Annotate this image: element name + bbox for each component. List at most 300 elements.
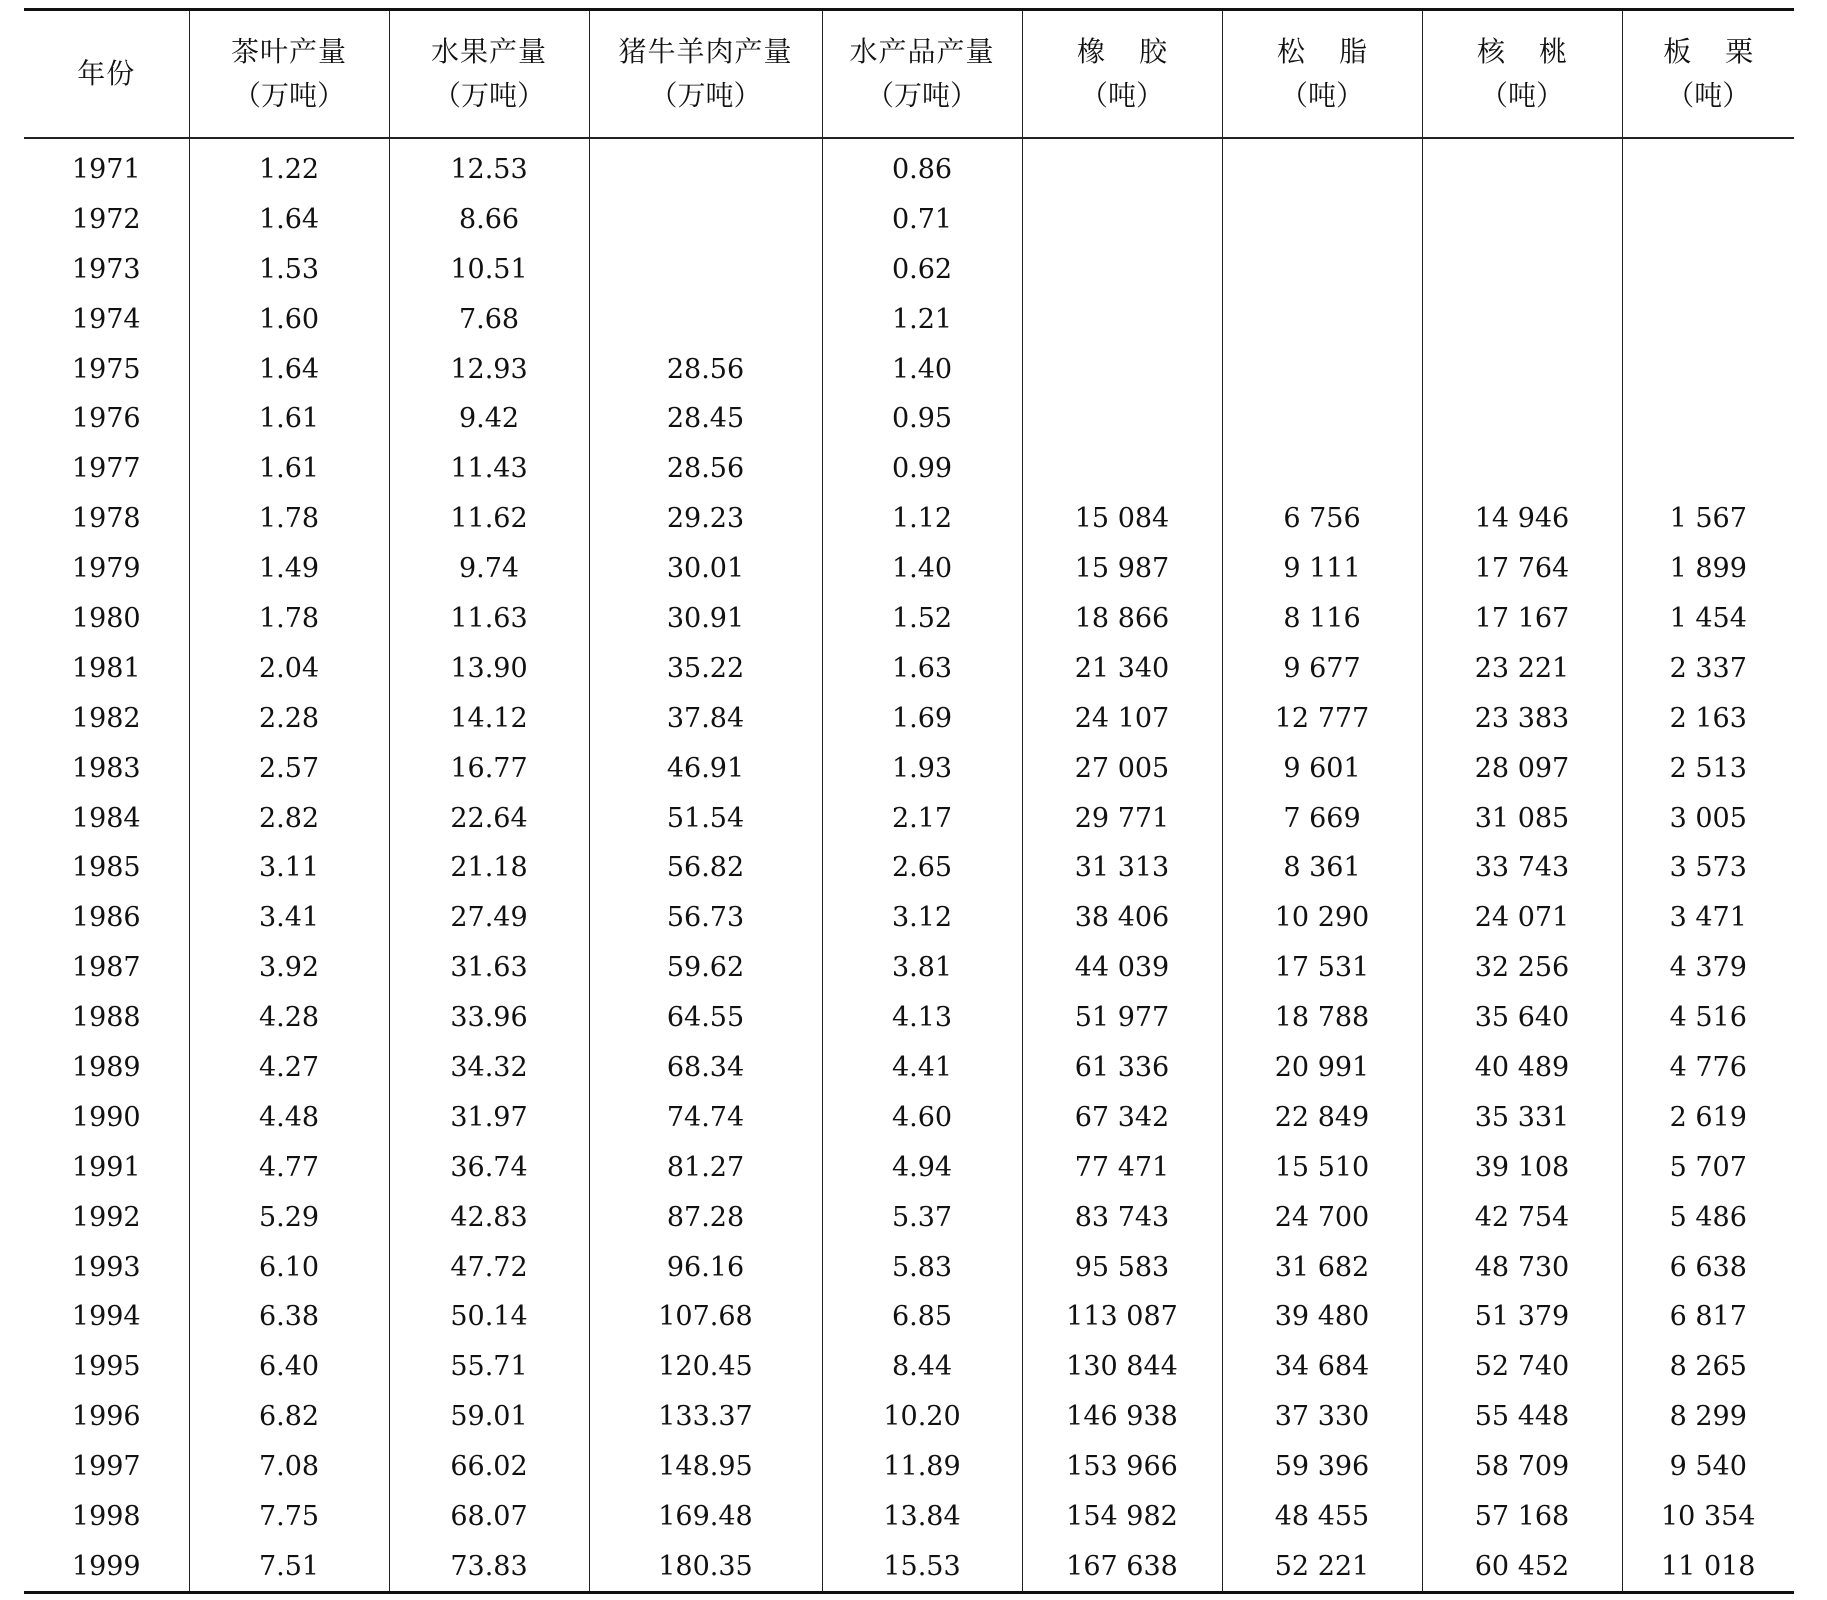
value-cell: 37.84: [589, 693, 822, 743]
value-cell: 10.20: [822, 1392, 1022, 1442]
value-cell: 1.21: [822, 294, 1022, 344]
value-cell: 20 991: [1222, 1043, 1422, 1093]
year-cell: 1976: [71, 403, 141, 435]
value-cell: 2 163: [1622, 693, 1794, 743]
value-cell: 4.13: [822, 993, 1022, 1043]
value-cell: [1622, 344, 1794, 394]
column-header: [389, 10, 589, 138]
production-table-container: [24, 8, 1794, 1594]
value-cell: 9 677: [1222, 643, 1422, 693]
year-cell: 1975: [71, 353, 141, 385]
value-cell: 1.61: [189, 394, 389, 444]
year-cell: 1981: [71, 652, 141, 684]
value-cell: 9 601: [1222, 743, 1422, 793]
value-cell: 1.63: [822, 643, 1022, 693]
column-header-unit: （吨）: [1279, 78, 1364, 112]
value-cell: 9.74: [389, 544, 589, 594]
table-row: [24, 544, 1794, 594]
value-cell: 2.65: [822, 843, 1022, 893]
table-row: [24, 394, 1794, 444]
value-cell: 8.44: [822, 1342, 1022, 1392]
year-cell: 1996: [71, 1401, 141, 1433]
value-cell: 1.22: [189, 138, 389, 195]
value-cell: 1.64: [189, 344, 389, 394]
value-cell: 167 638: [1022, 1541, 1222, 1592]
value-cell: 8 265: [1622, 1342, 1794, 1392]
value-cell: 18 866: [1022, 594, 1222, 644]
value-cell: 4 516: [1622, 993, 1794, 1043]
value-cell: 30.01: [589, 544, 822, 594]
value-cell: 2.17: [822, 793, 1022, 843]
year-cell: 1977: [71, 453, 141, 485]
value-cell: 3.11: [189, 843, 389, 893]
table-row: [24, 1043, 1794, 1093]
value-cell: 4 379: [1622, 943, 1794, 993]
value-cell: 11.62: [389, 494, 589, 544]
value-cell: 0.71: [822, 194, 1022, 244]
year-cell: 1984: [71, 802, 141, 834]
value-cell: 1.69: [822, 693, 1022, 743]
value-cell: 169.48: [589, 1492, 822, 1542]
value-cell: 11.89: [822, 1442, 1022, 1492]
value-cell: 3.81: [822, 943, 1022, 993]
value-cell: 31 085: [1422, 793, 1622, 843]
value-cell: 154 982: [1022, 1492, 1222, 1542]
value-cell: 1.60: [189, 294, 389, 344]
column-header: [589, 10, 822, 138]
value-cell: 2.57: [189, 743, 389, 793]
value-cell: 50.14: [389, 1292, 589, 1342]
table-row: [24, 594, 1794, 644]
value-cell: 28 097: [1422, 743, 1622, 793]
value-cell: 3.92: [189, 943, 389, 993]
value-cell: 67 342: [1022, 1092, 1222, 1142]
value-cell: 59 396: [1222, 1442, 1422, 1492]
value-cell: 2 513: [1622, 743, 1794, 793]
value-cell: [589, 244, 822, 294]
value-cell: 59.01: [389, 1392, 589, 1442]
value-cell: 29.23: [589, 494, 822, 544]
value-cell: 31 682: [1222, 1242, 1422, 1292]
value-cell: 28.56: [589, 444, 822, 494]
column-header-unit: （吨）: [1666, 78, 1751, 112]
value-cell: 35.22: [589, 643, 822, 693]
value-cell: 27 005: [1022, 743, 1222, 793]
value-cell: 180.35: [589, 1541, 822, 1592]
table-row: [24, 494, 1794, 544]
value-cell: 6.82: [189, 1392, 389, 1442]
value-cell: 1.78: [189, 594, 389, 644]
value-cell: 2.28: [189, 693, 389, 743]
value-cell: [1022, 394, 1222, 444]
table-row: [24, 943, 1794, 993]
value-cell: 13.90: [389, 643, 589, 693]
value-cell: [1222, 244, 1422, 294]
value-cell: 2 337: [1622, 643, 1794, 693]
value-cell: 48 455: [1222, 1492, 1422, 1542]
value-cell: 35 640: [1422, 993, 1622, 1043]
column-header: [1022, 10, 1222, 138]
value-cell: [1622, 138, 1794, 195]
value-cell: 77 471: [1022, 1142, 1222, 1192]
column-header-unit: （万吨）: [432, 78, 545, 112]
value-cell: [1622, 394, 1794, 444]
table-row: [24, 993, 1794, 1043]
table-row: [24, 893, 1794, 943]
table-row: [24, 1092, 1794, 1142]
table-row: [24, 1492, 1794, 1542]
value-cell: 5.29: [189, 1192, 389, 1242]
column-header-name: 水产品产量: [849, 34, 995, 68]
value-cell: 22.64: [389, 793, 589, 843]
value-cell: 4 776: [1622, 1043, 1794, 1093]
value-cell: 6 756: [1222, 494, 1422, 544]
year-cell: 1988: [71, 1002, 141, 1034]
column-header: [1222, 10, 1422, 138]
year-cell: 1973: [71, 253, 141, 285]
value-cell: 23 221: [1422, 643, 1622, 693]
value-cell: 66.02: [389, 1442, 589, 1492]
value-cell: 33.96: [389, 993, 589, 1043]
value-cell: 8.66: [389, 194, 589, 244]
value-cell: 57 168: [1422, 1492, 1622, 1542]
year-cell: 1974: [71, 303, 141, 335]
value-cell: 7.68: [389, 294, 589, 344]
value-cell: 2.04: [189, 643, 389, 693]
value-cell: 1.78: [189, 494, 389, 544]
value-cell: [1622, 294, 1794, 344]
value-cell: 4.27: [189, 1043, 389, 1093]
value-cell: 47.72: [389, 1242, 589, 1292]
value-cell: 1.53: [189, 244, 389, 294]
value-cell: 11.63: [389, 594, 589, 644]
value-cell: 21.18: [389, 843, 589, 893]
value-cell: 81.27: [589, 1142, 822, 1192]
value-cell: 55.71: [389, 1342, 589, 1392]
value-cell: 4.48: [189, 1092, 389, 1142]
value-cell: 4.41: [822, 1043, 1022, 1093]
value-cell: 11.43: [389, 444, 589, 494]
column-header-name: 水果产量: [430, 34, 547, 68]
value-cell: [1222, 294, 1422, 344]
value-cell: 12.93: [389, 344, 589, 394]
table-row: [24, 643, 1794, 693]
value-cell: 60 452: [1422, 1541, 1622, 1592]
year-cell: 1972: [71, 203, 141, 235]
value-cell: [1022, 344, 1222, 394]
value-cell: 44 039: [1022, 943, 1222, 993]
value-cell: 15.53: [822, 1541, 1022, 1592]
year-cell: 1992: [71, 1201, 141, 1233]
year-cell: 1978: [71, 503, 141, 535]
value-cell: 0.86: [822, 138, 1022, 195]
column-header-unit: （吨）: [1079, 78, 1164, 112]
value-cell: [589, 294, 822, 344]
value-cell: 18 788: [1222, 993, 1422, 1043]
value-cell: 32 256: [1422, 943, 1622, 993]
table-row: [24, 294, 1794, 344]
year-cell: 1982: [71, 702, 141, 734]
value-cell: 31.97: [389, 1092, 589, 1142]
year-cell: 1979: [71, 553, 141, 585]
value-cell: [1622, 444, 1794, 494]
table-row: [24, 1541, 1794, 1592]
value-cell: 6.10: [189, 1242, 389, 1292]
value-cell: [1622, 244, 1794, 294]
value-cell: 33 743: [1422, 843, 1622, 893]
column-header-name: 年份: [77, 56, 136, 90]
value-cell: 29 771: [1022, 793, 1222, 843]
column-header-name: 橡胶: [1076, 34, 1201, 68]
value-cell: 1.52: [822, 594, 1022, 644]
value-cell: 5 486: [1622, 1192, 1794, 1242]
value-cell: 23 383: [1422, 693, 1622, 743]
value-cell: 7.75: [189, 1492, 389, 1542]
value-cell: 61 336: [1022, 1043, 1222, 1093]
value-cell: 0.95: [822, 394, 1022, 444]
value-cell: 34 684: [1222, 1342, 1422, 1392]
year-cell: 1983: [71, 752, 141, 784]
value-cell: 42 754: [1422, 1192, 1622, 1242]
value-cell: 17 531: [1222, 943, 1422, 993]
value-cell: 8 299: [1622, 1392, 1794, 1442]
value-cell: 2.82: [189, 793, 389, 843]
year-cell: 1991: [71, 1151, 141, 1183]
value-cell: [1422, 444, 1622, 494]
year-cell: 1989: [71, 1051, 141, 1083]
year-cell: 1980: [71, 602, 141, 634]
value-cell: 0.99: [822, 444, 1022, 494]
value-cell: 3 573: [1622, 843, 1794, 893]
value-cell: [1022, 244, 1222, 294]
value-cell: 31.63: [389, 943, 589, 993]
value-cell: 39 108: [1422, 1142, 1622, 1192]
value-cell: 8 361: [1222, 843, 1422, 893]
value-cell: 1.12: [822, 494, 1022, 544]
value-cell: 6.40: [189, 1342, 389, 1392]
value-cell: 5.37: [822, 1192, 1022, 1242]
table-row: [24, 244, 1794, 294]
table-row: [24, 1192, 1794, 1242]
value-cell: 64.55: [589, 993, 822, 1043]
value-cell: 42.83: [389, 1192, 589, 1242]
table-row: [24, 1292, 1794, 1342]
value-cell: 6.38: [189, 1292, 389, 1342]
production-table: [24, 8, 1794, 1594]
table-row: [24, 693, 1794, 743]
value-cell: 6.85: [822, 1292, 1022, 1342]
value-cell: [1222, 394, 1422, 444]
value-cell: 148.95: [589, 1442, 822, 1492]
table-row: [24, 444, 1794, 494]
value-cell: 51 379: [1422, 1292, 1622, 1342]
header-row: [24, 10, 1794, 138]
value-cell: 96.16: [589, 1242, 822, 1292]
value-cell: 40 489: [1422, 1043, 1622, 1093]
column-header: [189, 10, 389, 138]
value-cell: 48 730: [1422, 1242, 1622, 1292]
value-cell: [1422, 344, 1622, 394]
column-header-name: 猪牛羊肉产量: [618, 34, 793, 68]
value-cell: [1622, 194, 1794, 244]
year-cell: 1987: [71, 952, 141, 984]
value-cell: 4.77: [189, 1142, 389, 1192]
value-cell: 52 740: [1422, 1342, 1622, 1392]
value-cell: 10 354: [1622, 1492, 1794, 1542]
value-cell: 4.60: [822, 1092, 1022, 1142]
value-cell: 1 454: [1622, 594, 1794, 644]
value-cell: 2 619: [1622, 1092, 1794, 1142]
value-cell: 59.62: [589, 943, 822, 993]
value-cell: 24 107: [1022, 693, 1222, 743]
value-cell: 113 087: [1022, 1292, 1222, 1342]
value-cell: 130 844: [1022, 1342, 1222, 1392]
value-cell: [1422, 138, 1622, 195]
value-cell: 9.42: [389, 394, 589, 444]
value-cell: 8 116: [1222, 594, 1422, 644]
column-header-name: 茶叶产量: [230, 34, 347, 68]
value-cell: 87.28: [589, 1192, 822, 1242]
value-cell: 153 966: [1022, 1442, 1222, 1492]
value-cell: 56.82: [589, 843, 822, 893]
value-cell: 3.41: [189, 893, 389, 943]
value-cell: 46.91: [589, 743, 822, 793]
value-cell: 83 743: [1022, 1192, 1222, 1242]
value-cell: 74.74: [589, 1092, 822, 1142]
value-cell: 58 709: [1422, 1442, 1622, 1492]
value-cell: 24 071: [1422, 893, 1622, 943]
table-row: [24, 1142, 1794, 1192]
table-row: [24, 1442, 1794, 1492]
table-row: [24, 1242, 1794, 1292]
value-cell: 4.94: [822, 1142, 1022, 1192]
column-header: [1622, 10, 1794, 138]
value-cell: 30.91: [589, 594, 822, 644]
value-cell: 55 448: [1422, 1392, 1622, 1442]
value-cell: 14 946: [1422, 494, 1622, 544]
value-cell: 68.34: [589, 1043, 822, 1093]
value-cell: 73.83: [389, 1541, 589, 1592]
table-row: [24, 344, 1794, 394]
value-cell: [1422, 294, 1622, 344]
table-row: [24, 194, 1794, 244]
value-cell: 38 406: [1022, 893, 1222, 943]
value-cell: 7 669: [1222, 793, 1422, 843]
value-cell: [1022, 444, 1222, 494]
value-cell: 3 471: [1622, 893, 1794, 943]
value-cell: 35 331: [1422, 1092, 1622, 1142]
value-cell: [1222, 194, 1422, 244]
value-cell: 7.51: [189, 1541, 389, 1592]
value-cell: [1422, 394, 1622, 444]
column-header-name: 松脂: [1276, 34, 1401, 68]
value-cell: 95 583: [1022, 1242, 1222, 1292]
value-cell: 22 849: [1222, 1092, 1422, 1142]
value-cell: 1.49: [189, 544, 389, 594]
value-cell: 11 018: [1622, 1541, 1794, 1592]
value-cell: 4.28: [189, 993, 389, 1043]
value-cell: 133.37: [589, 1392, 822, 1442]
value-cell: 9 111: [1222, 544, 1422, 594]
column-header: [1422, 10, 1622, 138]
value-cell: 39 480: [1222, 1292, 1422, 1342]
value-cell: 6 638: [1622, 1242, 1794, 1292]
value-cell: 1 567: [1622, 494, 1794, 544]
value-cell: 120.45: [589, 1342, 822, 1392]
value-cell: [1022, 138, 1222, 195]
value-cell: 15 510: [1222, 1142, 1422, 1192]
year-cell: 1985: [71, 852, 141, 884]
value-cell: 51 977: [1022, 993, 1222, 1043]
value-cell: 1.61: [189, 444, 389, 494]
value-cell: 16.77: [389, 743, 589, 793]
value-cell: 13.84: [822, 1492, 1022, 1542]
year-cell: 1993: [71, 1251, 141, 1283]
value-cell: 12.53: [389, 138, 589, 195]
value-cell: 5.83: [822, 1242, 1022, 1292]
value-cell: 14.12: [389, 693, 589, 743]
value-cell: 9 540: [1622, 1442, 1794, 1492]
year-cell: 1986: [71, 902, 141, 934]
value-cell: [589, 194, 822, 244]
column-header-unit: （万吨）: [649, 78, 762, 112]
value-cell: 56.73: [589, 893, 822, 943]
value-cell: 34.32: [389, 1043, 589, 1093]
value-cell: [1222, 344, 1422, 394]
table-row: [24, 793, 1794, 843]
value-cell: 28.56: [589, 344, 822, 394]
column-header: [24, 10, 189, 138]
year-cell: 1998: [71, 1500, 141, 1532]
value-cell: 36.74: [389, 1142, 589, 1192]
value-cell: [1222, 138, 1422, 195]
value-cell: 1.93: [822, 743, 1022, 793]
column-header-name: 核桃: [1476, 34, 1601, 68]
value-cell: 1.40: [822, 544, 1022, 594]
year-cell: 1990: [71, 1101, 141, 1133]
value-cell: [1422, 244, 1622, 294]
value-cell: 107.68: [589, 1292, 822, 1342]
value-cell: 52 221: [1222, 1541, 1422, 1592]
table-row: [24, 1392, 1794, 1442]
column-header-unit: （万吨）: [865, 78, 978, 112]
value-cell: 146 938: [1022, 1392, 1222, 1442]
value-cell: 1.64: [189, 194, 389, 244]
value-cell: 3.12: [822, 893, 1022, 943]
table-row: [24, 843, 1794, 893]
value-cell: 68.07: [389, 1492, 589, 1542]
table-row: [24, 743, 1794, 793]
value-cell: [1222, 444, 1422, 494]
value-cell: 0.62: [822, 244, 1022, 294]
value-cell: 17 764: [1422, 544, 1622, 594]
value-cell: 27.49: [389, 893, 589, 943]
value-cell: 31 313: [1022, 843, 1222, 893]
value-cell: [589, 138, 822, 195]
value-cell: 1 899: [1622, 544, 1794, 594]
table-row: [24, 1342, 1794, 1392]
year-cell: 1997: [71, 1451, 141, 1483]
value-cell: 15 084: [1022, 494, 1222, 544]
year-cell: 1999: [71, 1550, 141, 1582]
column-header-unit: （万吨）: [232, 78, 345, 112]
year-cell: 1971: [71, 153, 141, 185]
value-cell: 1.40: [822, 344, 1022, 394]
value-cell: 6 817: [1622, 1292, 1794, 1342]
value-cell: 12 777: [1222, 693, 1422, 743]
value-cell: 10.51: [389, 244, 589, 294]
value-cell: 5 707: [1622, 1142, 1794, 1192]
